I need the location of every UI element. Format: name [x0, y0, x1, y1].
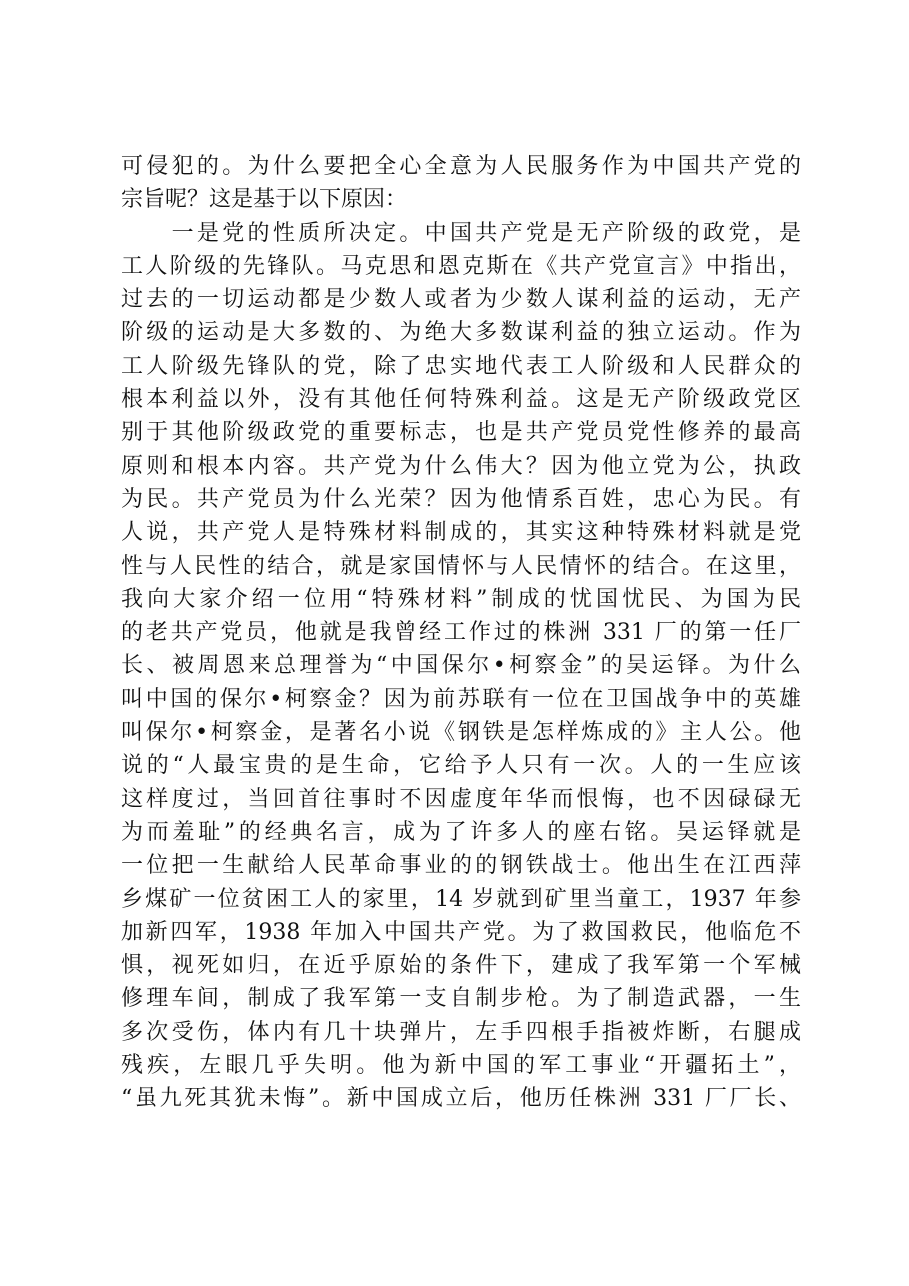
text-line: 根本利益以外，没有其他任何特殊利益。这是无产阶级政党区 — [121, 387, 801, 413]
text-line: 叫中国的保尔•柯察金？因为前苏联有一位在卫国战争中的英雄 — [121, 686, 801, 712]
text-line: 工人阶级的先锋队。马克思和恩克斯在《共产党宣言》中指出， — [121, 253, 801, 279]
text-line: 的老共产党员，他就是我曾经工作过的株洲 331 厂的第一任厂 — [121, 620, 801, 646]
text-line: 可侵犯的。为什么要把全心全意为人民服务作为中国共产党的 — [121, 154, 801, 179]
text-line: 加新四军，1938 年加入中国共产党。为了救国救民，他临危不 — [121, 919, 801, 945]
text-line: 工人阶级先锋队的党，除了忠实地代表工人阶级和人民群众的 — [121, 353, 801, 379]
text-line: 人说，共产党人是特殊材料制成的，其实这种特殊材料就是党 — [121, 520, 801, 546]
text-line: 惧，视死如归，在近乎原始的条件下，建成了我军第一个军械 — [121, 953, 801, 979]
text-line: 多次受伤，体内有几十块弹片，左手四根手指被炸断，右腿成 — [121, 1019, 801, 1045]
text-line: 过去的一切运动都是少数人或者为少数人谋利益的运动，无产 — [121, 287, 801, 313]
text-line: 一位把一生献给人民革命事业的的钢铁战士。他出生在江西萍 — [121, 853, 801, 879]
body-text — [121, 150, 801, 1116]
text-line: 性与人民性的结合，就是家国情怀与人民情怀的结合。在这里， — [121, 553, 801, 579]
text-line: 乡煤矿一位贫困工人的家里，14 岁就到矿里当童工，1937 年参 — [121, 886, 801, 912]
text-line: 这样度过，当回首往事时不因虚度年华而恨悔，也不因碌碌无 — [121, 786, 801, 812]
text-line: 为民。共产党员为什么光荣？因为他情系百姓，忠心为民。有 — [121, 486, 801, 512]
text-line: “虽九死其犹未悔”。新中国成立后，他历任株洲 331 厂厂长、 — [121, 1086, 801, 1112]
text-line: 阶级的运动是大多数的、为绝大多数谋利益的独立运动。作为 — [121, 320, 801, 346]
text-line: 残疾，左眼几乎失明。他为新中国的军工事业“开疆拓土”， — [121, 1053, 801, 1079]
text-line: 长、被周恩来总理誉为“中国保尔•柯察金”的吴运铎。为什么 — [121, 653, 801, 679]
text-line: 一是党的性质所决定。中国共产党是无产阶级的政党，是 — [121, 220, 801, 246]
text-line: 别于其他阶级政党的重要标志，也是共产党员党性修养的最高 — [121, 420, 801, 446]
text-line: 叫保尔•柯察金，是著名小说《钢铁是怎样炼成的》主人公。他 — [121, 720, 801, 746]
text-line: 宗旨呢？这是基于以下原因： — [121, 187, 408, 213]
text-line: 我向大家介绍一位用“特殊材料”制成的忧国忧民、为国为民 — [121, 586, 801, 612]
text-line: 为而羞耻”的经典名言，成为了许多人的座右铭。吴运铎就是 — [121, 819, 801, 845]
text-line: 说的“人最宝贵的是生命，它给予人只有一次。人的一生应该 — [121, 753, 801, 779]
text-line: 原则和根本内容。共产党为什么伟大？因为他立党为公，执政 — [121, 453, 801, 479]
text-line: 修理车间，制成了我军第一支自制步枪。为了制造武器，一生 — [121, 986, 801, 1012]
